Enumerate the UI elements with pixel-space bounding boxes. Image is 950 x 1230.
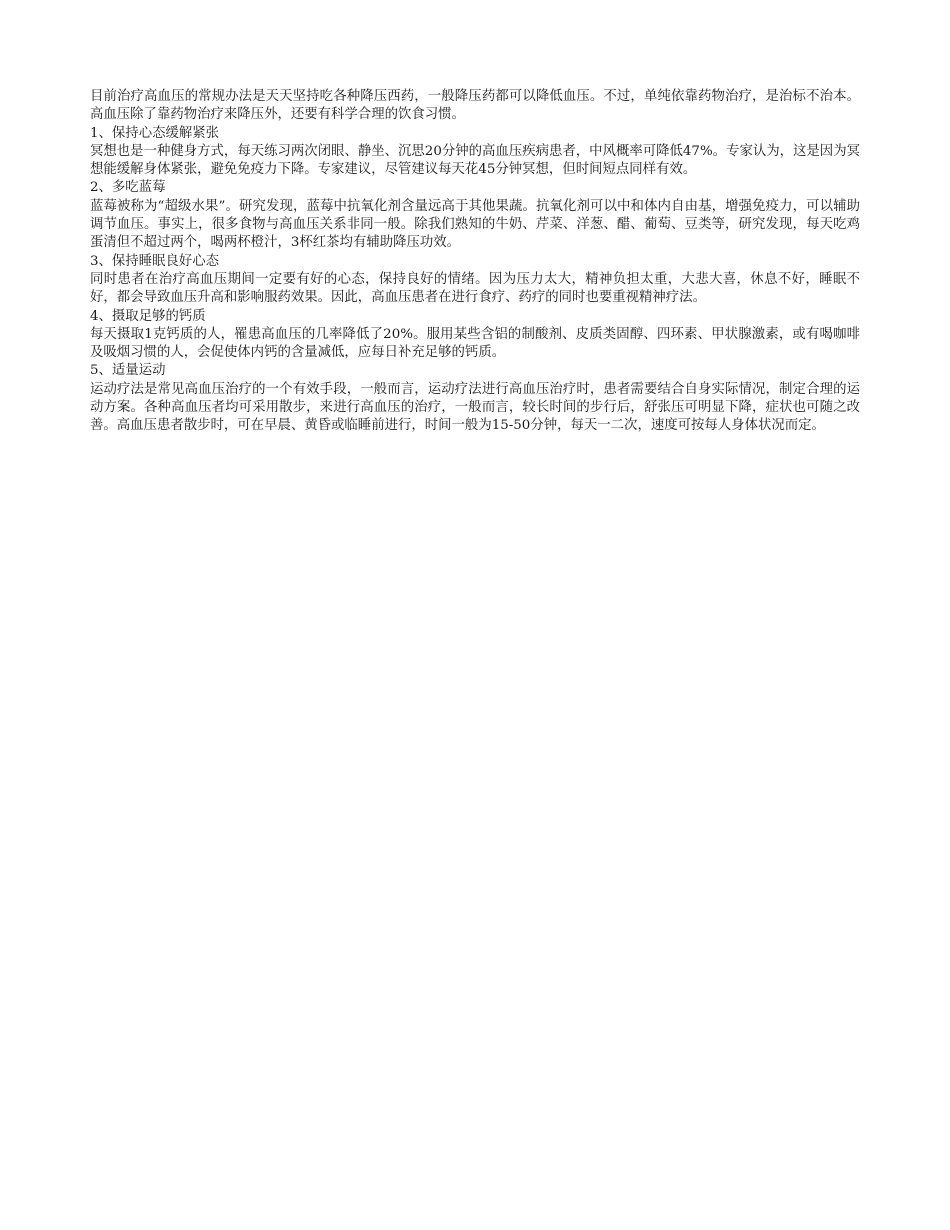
section-body-3: 同时患者在治疗高血压期间一定要有好的心态，保持良好的情绪。因为压力太大，精神负担太重，大悲大喜，休息不好，睡眠不好，都会导致血压升高和影响服药效果。因此，高血压患者在进行食疗、药疗的同时也要重视精神疗法。 [90,271,860,306]
document-page [90,88,860,436]
section-heading-3: 3、保持睡眠良好心态 [90,253,220,269]
section-body-2: 蓝莓被称为“超级水果”。研究发现，蓝莓中抗氧化剂含量远高于其他果蔬。抗氧化剂可以中和体内自由基，增强免疫力，可以辅助调节血压。事实上，很多食物与高血压关系非同一般。除我们熟知的牛奶、芹菜、洋葱、醋、葡萄、豆类等，研究发现，每天吃鸡蛋清但不超过两个，喝两杯橙汁，3杯红茶均有辅助降压功效。 [90,198,860,251]
section-heading-1: 1、保持心态缓解紧张 [90,125,220,141]
section-heading-4: 4、摄取足够的钙质 [90,308,206,324]
section-heading-2: 2、多吃蓝莓 [90,180,166,196]
section-body-1: 冥想也是一种健身方式，每天练习两次闭眼、静坐、沉思20分钟的高血压疾病患者，中风概率可降低47%。专家认为，这是因为冥想能缓解身体紧张，避免免疫力下降。专家建议，尽管建议每天花45分钟冥想，但时间短点同样有效。 [90,143,860,178]
section-body-4: 每天摄取1克钙质的人，罹患高血压的几率降低了20%。服用某些含铝的制酸剂、皮质类固醇、四环素、甲状腺激素，或有喝咖啡及吸烟习惯的人，会促使体内钙的含量减低，应每日补充足够的钙质。 [90,326,860,361]
section-heading-5: 5、适量运动 [90,363,166,379]
intro-paragraph: 目前治疗高血压的常规办法是天天坚持吃各种降压西药，一般降压药都可以降低血压。不过，单纯依靠药物治疗，是治标不治本。高血压除了靠药物治疗来降压外，还要有科学合理的饮食习惯。 [90,89,860,123]
section-body-5: 运动疗法是常见高血压治疗的一个有效手段，一般而言，运动疗法进行高血压治疗时，患者需要结合自身实际情况，制定合理的运动方案。各种高血压者均可采用散步，来进行高血压的治疗，一般而言，较长时间的步行后，舒张压可明显下降，症状也可随之改善。高血压患者散步时，可在早晨、黄昏或临睡前进行，时间一般为15-50分钟，每天一二次，速度可按每人身体状况而定。 [90,381,860,434]
